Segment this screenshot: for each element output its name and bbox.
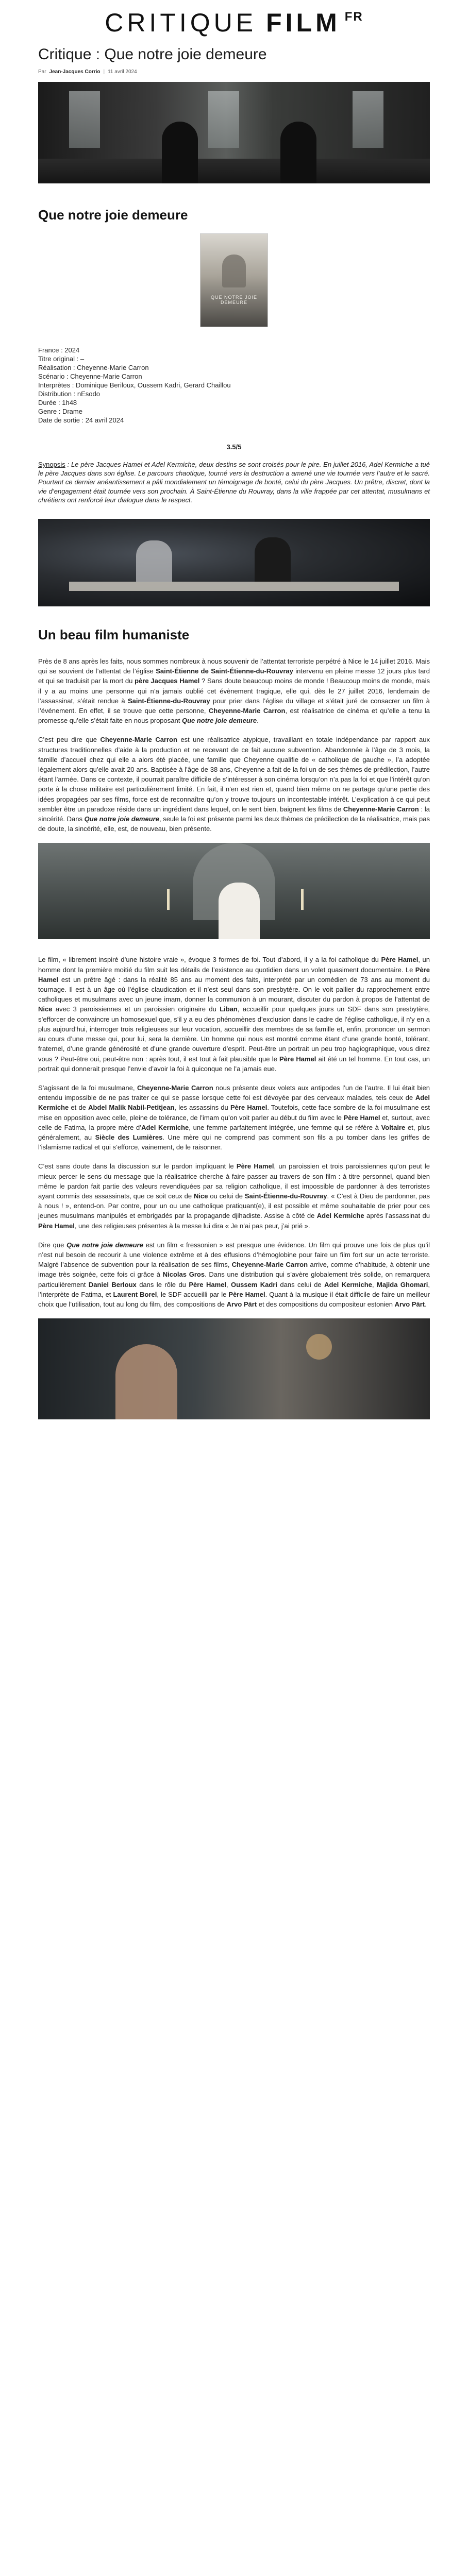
paragraph-text: ? Sans doute beaucoup moins de monde ! Beaucoup moins de monde, mais il y a au moins une personne qui n’a jamais oublié cet évènement tragique, elle qui, dès le 27 juillet 2016, lendemain de l’assassinat, s’était rendue à	[38, 677, 430, 705]
fact-cast: Interprètes : Dominique Beriloux, Oussem Kadri, Gerard Chaillou	[38, 381, 231, 389]
emphasis-text: Adel Kermiche	[38, 1094, 430, 1112]
film-poster	[200, 233, 268, 327]
emphasis-text: Que notre joie demeure	[66, 1241, 143, 1249]
still-lamp	[306, 1334, 332, 1360]
paragraph-text: pour prier dans l’église du village et s’était juré de consacrer un film à l’événement. En effet, il se trouve que cette personne,	[38, 697, 430, 715]
synopsis	[38, 460, 430, 504]
logo-superscript: FR	[344, 10, 363, 24]
emphasis-text: Nicolas Gros	[162, 1270, 205, 1279]
site-header	[0, 0, 468, 45]
paragraph-text: . Toutefois, cette face sombre de la foi musulmane est mise en opposition avec celle, pleine de tolérance, de l’imam qu’on voit parler au début du film avec le	[38, 1104, 430, 1122]
emphasis-text: Nice	[38, 1005, 53, 1013]
paragraph-text: est une réalisatrice atypique, travaillant en totale indépendance par rapport aux structures traditionnelles d’aide à la production et ne recevant de ce fait aucune subvention. Abandonnée à l’âge de 3 mois, la famille d’accueil chez qui elle a alors été placée, une famille que Cheyenne qualifie de « catholique de gauche », l’a adoptée légalement alors qu’elle avait 20 ans. Baptisée à l’âge de 38 ans, Cheyenne a fait de la foi un de ses thèmes de prédilection, l’autre étant l’armée. Dans ce contexte, il pourrait paraître difficile de s’intéresser à son cinéma lorsqu’on n’a pas la foi et que l’intérêt qu’on porte à la chose militaire est particulièrement limité. En fait, il n’en est rien et, quand bien même on ne partage qu’une partie des idées propagées par ses films, force est de reconnaître qu’on y trouve toujours un incontestable intérêt. L’explication à ce qui peut sembler être un paradoxe réside dans un ingrédient dans lequel, on le sent bien, baignent les films de	[38, 736, 430, 813]
paragraph-text: , l’interprète de Fatima, et	[38, 1280, 430, 1298]
emphasis-text: Laurent Borel	[113, 1290, 157, 1298]
paragraph-text: après l’assassinat du	[364, 1212, 430, 1220]
review-paragraph	[38, 656, 430, 725]
poster-figure	[222, 255, 246, 287]
fact-director: Réalisation : Cheyenne-Marie Carron	[38, 364, 149, 371]
hero-figure	[162, 122, 198, 183]
byline	[38, 69, 430, 75]
review-paragraph	[38, 1240, 430, 1309]
emphasis-text: Père Hamel	[343, 1113, 380, 1122]
review-body	[38, 656, 430, 1419]
paragraph-text: , seule la foi est présente parmi les deux thèmes de prédilection de la réalisatrice, mais pas de doute, la sincérité, elle, est, de nouveau, bien présente.	[38, 815, 430, 833]
film-still	[38, 519, 430, 606]
film-still-church	[38, 843, 430, 939]
paragraph-text: avec 3 paroissiennes et un paroissien originaire du	[52, 1005, 220, 1013]
paragraph-text: S’agissant de la foi musulmane,	[38, 1083, 138, 1092]
emphasis-text: Père Hamel	[228, 1290, 265, 1298]
still-figure	[136, 540, 172, 582]
section-title-film: Que notre joie demeure	[38, 207, 188, 223]
paragraph-text: , le SDF accueilli par le	[157, 1290, 229, 1298]
emphasis-text: Père Hamel	[230, 1104, 268, 1112]
emphasis-text: Père Hamel	[189, 1280, 226, 1289]
emphasis-text: Majida Ghomari	[377, 1280, 428, 1289]
section-title-review: Un beau film humaniste	[38, 627, 190, 643]
emphasis-text: Que notre joie demeure	[181, 717, 257, 725]
synopsis-label: Synopsis	[38, 461, 65, 468]
emphasis-text: Cheyenne-Marie Carron	[208, 707, 286, 715]
emphasis-text: Père Hamel	[279, 1055, 316, 1063]
fact-release-date: Date de sortie : 24 avril 2024	[38, 416, 124, 424]
hero-window	[69, 91, 100, 148]
emphasis-text: Arvo Pärt	[226, 1300, 257, 1308]
paragraph-text: est un film « fressonien » est presque une évidence. Un film qui prouve une fois de plus qu’il n’est nul besoin de recourir à une violence extrême et à des effusions d’hémoglobine pour faire un film fort sur un acte terroriste. Malgré l’absence de subvention pour la réalisation de ses films,	[38, 1241, 430, 1269]
emphasis-text: Adel Kermiche	[324, 1280, 372, 1289]
paragraph-text: C’est sans doute dans la discussion sur le pardon impliquant le	[38, 1162, 237, 1171]
emphasis-text: Cheyenne-Marie Carron	[343, 805, 419, 813]
fact-original-title: Titre original : –	[38, 355, 85, 363]
paragraph-text: intervenu en pleine messe 12 jours plus tard et qui se traduisit par la mort du	[38, 667, 430, 685]
poster-caption: QUE NOTRE JOIE DEMEURE	[210, 295, 257, 305]
still-candle	[301, 889, 304, 910]
paragraph-text: et, surtout, avec celle de Fatima, la propre mère d’	[38, 1113, 430, 1131]
emphasis-text: Oussem Kadri	[231, 1280, 277, 1289]
paragraph-text: nous présente deux volets aux antipodes l’un de l’autre. Il lui était bien entendu impossible de ne pas traiter ce qui se passe lorsque cette foi est dévoyée par des cerveaux malades, tels ceux de	[38, 1083, 430, 1102]
review-paragraph	[38, 735, 430, 834]
emphasis-text: Liban	[220, 1005, 238, 1013]
synopsis-text: : Le père Jacques Hamel et Adel Kermiche, deux destins se sont croisés pour le pire. En juillet 2016, Adel Kermiche a tué le père Jacques dans son église. Le parcours chaotique, tourné vers la destruction a amené une vie tournée vers l’autre et le sacré. Pourtant ce dernier anéantissement a pâli mondialement un témoignage de bonté, celui du père Jacques. Un prêtre, discret, dont la vie d’engagement était tournée vers son prochain. À Saint-Étienne du Rouvray, dans la ville frappée par cet attentat, musulmans et chrétiens ont renforcé leur dialogue dans le respect.	[38, 461, 430, 504]
byline-prefix: Par	[38, 69, 46, 75]
emphasis-text: Cheyenne-Marie Carron	[231, 1261, 308, 1269]
emphasis-text: Adel Kermiche	[141, 1123, 189, 1131]
paragraph-text: dans le rôle du	[136, 1280, 189, 1289]
byline-separator: |	[103, 69, 105, 75]
paragraph-text: : la sincérité. Dans	[38, 805, 430, 823]
fact-screenplay: Scénario : Cheyenne-Marie Carron	[38, 372, 142, 380]
emphasis-text: Nice	[194, 1192, 208, 1200]
emphasis-text: Cheyenne-Marie Carron	[100, 736, 177, 744]
emphasis-text: Abdel Malik Nabil-Petitjean	[88, 1104, 175, 1112]
paragraph-text: C’est peu dire que	[38, 736, 101, 744]
review-paragraph	[38, 955, 430, 1073]
fact-distribution: Distribution : nEsodo	[38, 390, 100, 398]
emphasis-text: Saint-Étienne-du-Rouvray	[127, 697, 210, 705]
emphasis-text: Adel Kermiche	[316, 1212, 364, 1220]
still-figure	[255, 537, 291, 582]
article	[38, 45, 430, 1419]
hero-floor	[38, 159, 430, 183]
paragraph-text: ou celui de	[208, 1192, 245, 1200]
emphasis-text: Siècle des Lumières	[95, 1133, 163, 1141]
still-candle	[167, 889, 170, 910]
publish-date: 11 avril 2024	[108, 69, 137, 75]
emphasis-text: Arvo Pärt	[394, 1300, 425, 1308]
rating: 3.5/5	[226, 443, 242, 451]
still-table	[69, 582, 399, 591]
author-link[interactable]: Jean-Jacques Corrio	[49, 69, 101, 75]
review-paragraph	[38, 1161, 430, 1230]
emphasis-text: Père Hamel	[381, 956, 419, 964]
paragraph-text: , une des religieuses présentes à la messe lui dira « Je n’ai pas peur, j’ai prié ».	[74, 1222, 310, 1230]
hero-window	[208, 91, 239, 148]
hero-image	[38, 82, 430, 183]
emphasis-text: Que notre joie demeure	[84, 815, 159, 823]
paragraph-text: . Dans une distribution qui s’avère globalement très solide, on remarquera particulièrement	[38, 1270, 430, 1289]
fact-country: France : 2024	[38, 346, 80, 354]
emphasis-text: Père Hamel	[38, 965, 430, 984]
paragraph-text: et de	[69, 1104, 89, 1112]
film-facts	[38, 346, 430, 425]
paragraph-text: arrive, comme d’habitude, à obtenir une image très soignée, cette fois ci grâce à	[38, 1261, 430, 1279]
paragraph-text: et des compositions du compositeur estonien	[257, 1300, 395, 1308]
emphasis-text: Voltaire	[381, 1123, 406, 1131]
paragraph-text: . « C’est à Dieu de pardonner, pas à nous ! », entend-on. Par contre, pour un ou une catholique pratiquant(e), il est possible et même souhaitable de prier pour ces jeunes musulmans manipulés et embrigadés par la propagande djihadiste. Assise à côté de	[38, 1192, 430, 1220]
paragraph-text: .	[257, 717, 259, 725]
paragraph-text: et, plus généralement, au	[38, 1123, 430, 1141]
paragraph-text: Dire que	[38, 1241, 67, 1249]
emphasis-text: Saint-Étienne-du-Rouvray	[244, 1192, 327, 1200]
paragraph-text: , est réalisatrice de cinéma et qu’elle a tenu la promesse qu’elle s’était faite en nous proposant	[38, 707, 430, 725]
emphasis-text: père Jacques Hamel	[135, 677, 200, 685]
paragraph-text: , accueillir pour quelques jours un SDF dans son presbytère, s’efforcer de convaincre un homosexuel que, s’il y a eu des phénomènes d’exclusion dans le cadre de l’église catholique, il n’y en a plus aujourd’hui, interroger trois religieuses sur leur vocation, accueillir des membres de sa famille et, enfin, prononcer un sermon au cours d’une messe qui, pour lui, sera la dernière. Un homme qui nous est montré comme étant d’une grande bonté, tolérant, fraternel, d’une grande générosité et d’une grande ouverture d’esprit. Peut-être un portrait un peu trop hagiographique, vous direz vous ? Peut-être oui, peut-être non : après tout, il est tout à fait plausible que le	[38, 1005, 430, 1063]
article-title: Critique : Que notre joie demeure	[38, 46, 267, 63]
emphasis-text: Daniel Berloux	[88, 1280, 137, 1289]
paragraph-text: dans celui de	[277, 1280, 325, 1289]
paragraph-text: ait été un tel homme. En tout cas, un portrait qui donnerait presque l’envie d’avoir la foi à quiconque ne l’a jamais eue.	[38, 1055, 430, 1073]
emphasis-text: Saint-Étienne de Saint-Étienne-du-Rouvray	[156, 667, 293, 675]
paragraph-text: ,	[372, 1280, 377, 1289]
emphasis-text: Père Hamel	[38, 1222, 75, 1230]
paragraph-text: . Quant à la musique il était difficile de faire un meilleur choix que l’utilisation, tout au long du film, des compositions de	[38, 1290, 430, 1308]
paragraph-text: ,	[226, 1280, 231, 1289]
paragraph-text: , les assassins du	[174, 1104, 230, 1112]
fact-duration: Durée : 1h48	[38, 399, 77, 406]
review-paragraph	[38, 1083, 430, 1152]
logo-text-bold: FILM	[266, 8, 341, 37]
site-logo[interactable]	[105, 8, 363, 38]
paragraph-text: , un paroissien et trois paroissiennes qu’on peut le mieux percer le sens du message que la réalisatrice cherche à faire passer au travers de son film : à titre personnel, quand bien même le pardon fait partie des valeurs revendiquées par sa religion catholique, il est impossible de pardonner à des terroristes ayant commis des assassinats, que ce soit ceux de	[38, 1162, 430, 1200]
paragraph-text: . Une mère qui ne comprend pas comment son fils a pu tomber dans les griffes de l’islamisme radical et qui s’efforce, vainement, de le raisonner.	[38, 1133, 430, 1151]
paragraph-text: , une femme parfaitement intégrée, une femme qui se réfère à	[189, 1123, 381, 1131]
still-priest	[219, 883, 260, 939]
film-still-portrait	[38, 1318, 430, 1419]
paragraph-text: Le film, « librement inspiré d’une histoire vraie », évoque 3 formes de foi. Tout d’abord, il y a la foi catholique du	[38, 956, 381, 964]
logo-text-light: CRITIQUE	[105, 8, 257, 37]
emphasis-text: Cheyenne-Marie Carron	[137, 1083, 213, 1092]
paragraph-text: Près de 8 ans après les faits, nous sommes nombreux à nous souvenir de l’attentat terroriste perpétré à Nice le 14 juillet 2016. Mais qui se souvient de l’attentat de l’église	[38, 657, 430, 675]
paragraph-text: , un homme dont la première moitié du film suit les détails de l’existence au quotidien dans un volet quasiment documentaire. Le	[38, 956, 430, 974]
hero-window	[353, 91, 383, 148]
still-face	[115, 1344, 177, 1419]
emphasis-text: Père Hamel	[236, 1162, 274, 1171]
paragraph-text: .	[425, 1300, 427, 1308]
paragraph-text: est un prêtre âgé : dans la réalité 85 ans au moment des faits, interprété par un comédien de 73 ans au moment du tournage. Il est à un âge où l’église claudication et il n’est seul dans son presbytère. On le voit pallier du rapprochement entre catholiques et musulmans avec un jeune imam, donner la communion à un mourant, discuter du pardon à propos de l’attentat de	[38, 975, 430, 1004]
hero-figure	[280, 122, 316, 183]
fact-genre: Genre : Drame	[38, 408, 82, 415]
